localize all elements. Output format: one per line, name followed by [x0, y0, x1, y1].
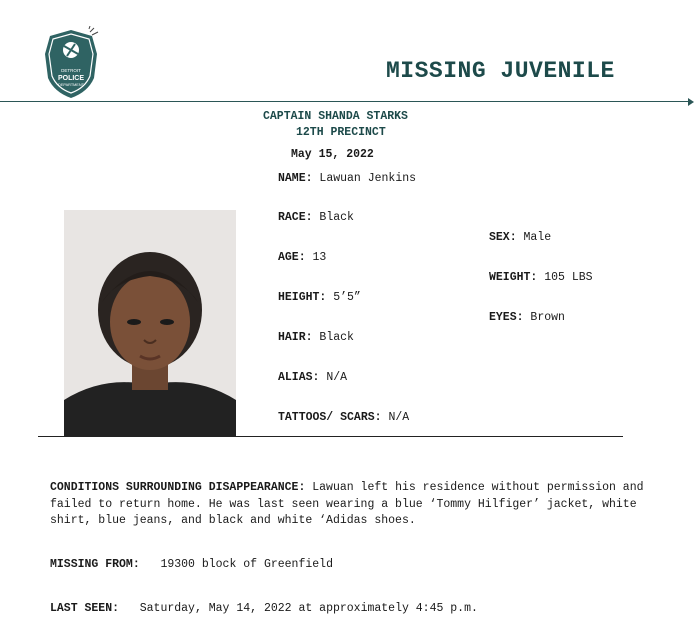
tattoos-value: N/A [388, 411, 410, 424]
section-divider [38, 436, 623, 437]
last-seen-row [50, 602, 478, 615]
logo-line2: POLICE [57, 75, 85, 82]
field-sex [489, 231, 551, 244]
last-seen-value: Saturday, May 14, 2022 at approximately 4:45 p.m. [139, 602, 478, 615]
alias-value: N/A [326, 371, 348, 384]
name-value: Lawuan Jenkins [319, 172, 417, 185]
field-race [278, 211, 354, 224]
weight-label: WEIGHT: [489, 271, 538, 284]
missing-from-row [50, 558, 333, 571]
conditions-paragraph [50, 480, 650, 530]
bulletin-date: May 15, 2022 [291, 148, 374, 161]
height-value: 5’5” [333, 291, 361, 304]
header-divider [0, 101, 690, 102]
precinct-name: 12TH PRECINCT [296, 126, 386, 139]
subject-photo-image [64, 210, 236, 436]
police-logo [40, 26, 102, 100]
age-label: AGE: [278, 251, 306, 264]
missing-from-label: MISSING FROM: [50, 558, 140, 571]
eyes-value: Brown [530, 311, 565, 324]
page-title: MISSING JUVENILE [386, 58, 615, 84]
eyes-label: EYES: [489, 311, 524, 324]
field-alias [278, 371, 347, 384]
field-weight [489, 271, 593, 284]
last-seen-label: LAST SEEN: [50, 602, 120, 615]
logo-line1: DETROIT [61, 68, 81, 73]
field-name [278, 172, 416, 185]
field-tattoos [278, 411, 409, 424]
weight-value: 105 LBS [544, 271, 593, 284]
field-height [278, 291, 361, 304]
subject-photo [64, 210, 236, 436]
field-hair [278, 331, 354, 344]
logo-line3: DEPARTMENT [58, 83, 84, 87]
race-value: Black [319, 211, 354, 224]
police-badge-icon [40, 26, 102, 100]
captain-name: CAPTAIN SHANDA STARKS [263, 110, 408, 123]
height-label: HEIGHT: [278, 291, 327, 304]
field-age [278, 251, 326, 264]
missing-from-value: 19300 block of Greenfield [160, 558, 333, 571]
field-eyes [489, 311, 565, 324]
name-label: NAME: [278, 172, 313, 185]
conditions-label: CONDITIONS SURROUNDING DISAPPEARANCE: [50, 481, 306, 494]
race-label: RACE: [278, 211, 313, 224]
conditions-text: Lawuan left his residence without permission and failed to return home. He was last seen wearing a blue ‘Tommy Hilfiger’ jacket, white shirt, blue jeans, and black and white ‘Adidas shoes. [50, 481, 644, 527]
tattoos-label: TATTOOS/ SCARS: [278, 411, 382, 424]
alias-label: ALIAS: [278, 371, 320, 384]
hair-value: Black [319, 331, 354, 344]
sex-value: Male [523, 231, 552, 244]
sex-label: SEX: [489, 231, 517, 244]
hair-label: HAIR: [278, 331, 313, 344]
age-value: 13 [312, 251, 327, 264]
header-divider-end [688, 98, 694, 106]
